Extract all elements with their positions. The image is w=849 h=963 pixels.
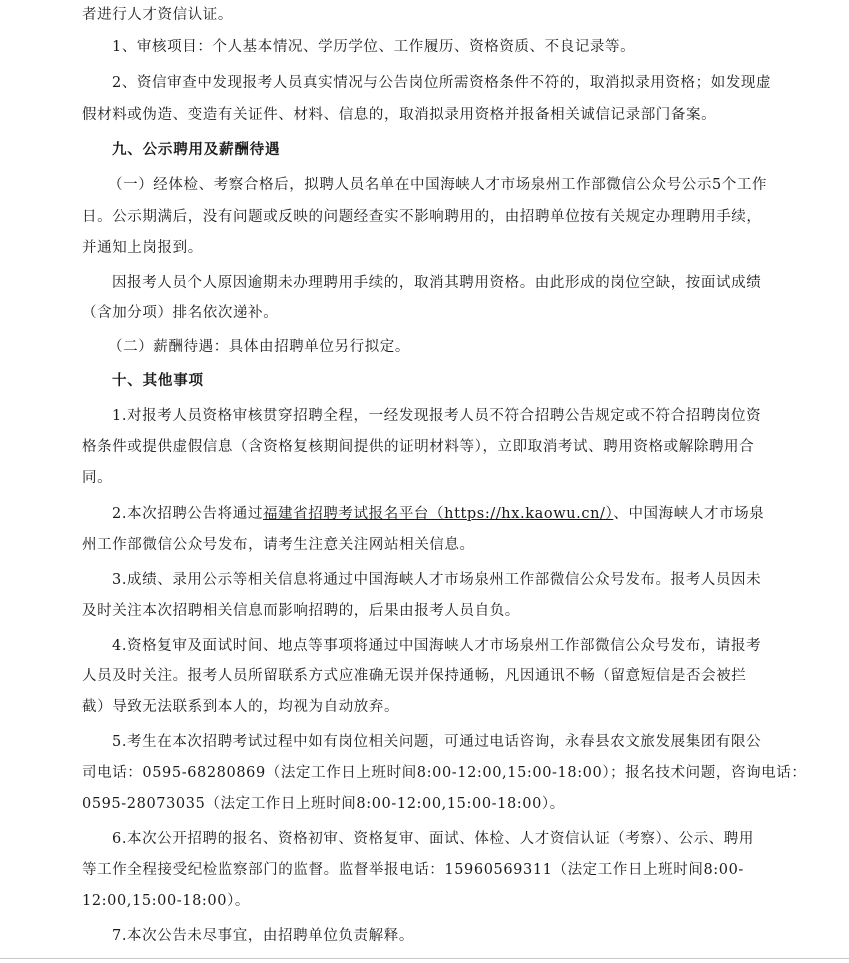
- paragraph-line: 0595-28073035（法定工作日上班时间8:00-12:00,15:00-18:00）。: [82, 796, 565, 812]
- paragraph-line: 等工作全程接受纪检监察部门的监督。监督举报电话：15960569311（法定工作日上班时间8:00-: [82, 862, 744, 878]
- paragraph-line: 同。: [82, 470, 113, 486]
- paragraph-line: 者进行人才资信认证。: [82, 7, 233, 23]
- paragraph-line: （含加分项）排名依次递补。: [82, 305, 279, 321]
- paragraph-line: 人员及时关注。报考人员所留联系方式应准确无误并保持通畅，凡因通讯不畅（留意短信是否会被拦: [82, 668, 747, 684]
- paragraph-line: 3.成绩、录用公示等相关信息将通过中国海峡人才市场泉州工作部微信公众号发布。报考人员因未: [112, 572, 762, 588]
- paragraph-line: 截）导致无法联系到本人的，均视为自动放弃。: [82, 699, 400, 715]
- paragraph-line: （一）经体检、考察合格后，拟聘人员名单在中国海峡人才市场泉州工作部微信公众号公示5个工作: [108, 177, 768, 193]
- paragraph-line: 假材料或伪造、变造有关证件、材料、信息的，取消拟录用资格并报备相关诚信记录部门备案。: [82, 107, 717, 123]
- paragraph-line: 5.考生在本次招聘考试过程中如有岗位相关问题，可通过电话咨询，永春县农文旅发展集团有限公: [112, 734, 762, 750]
- paragraph-line: 7.本次公告未尽事宜，由招聘单位负责解释。: [112, 928, 414, 944]
- paragraph-line: 1、审核项目：个人基本情况、学历学位、工作履历、资格资质、不良记录等。: [112, 39, 636, 55]
- paragraph-line: 6.本次公开招聘的报名、资格初审、资格复审、面试、体检、人才资信认证（考察）、公示、聘用: [112, 831, 754, 847]
- paragraph-line: 12:00,15:00-18:00）。: [82, 893, 251, 909]
- paragraph-line: 格条件或提供虚假信息（含资格复核期间提供的证明材料等），立即取消考试、聘用资格或解除聘用合: [82, 439, 755, 455]
- paragraph-line: （二）薪酬待遇：具体由招聘单位另行拟定。: [108, 339, 410, 355]
- paragraph-text: 2.本次招聘公告将通过: [112, 506, 263, 522]
- paragraph-text: 、中国海峡人才市场泉: [613, 506, 765, 522]
- page-divider: [0, 958, 849, 959]
- paragraph-line: [112, 504, 764, 524]
- paragraph-line: 及时关注本次招聘相关信息而影响招聘的，后果由报考人员自负。: [82, 603, 520, 619]
- section-heading-10: 十、其他事项: [112, 372, 204, 389]
- paragraph-line: 日。公示期满后，没有问题或反映的问题经查实不影响聘用的，由招聘单位按有关规定办理聘用手续，: [82, 209, 762, 225]
- paragraph-line: 因报考人员个人原因逾期未办理聘用手续的，取消其聘用资格。由此形成的岗位空缺，按面试成绩: [112, 275, 762, 291]
- paragraph-line: 1.对报考人员资格审核贯穿招聘全程，一经发现报考人员不符合招聘公告规定或不符合招聘岗位资: [112, 408, 762, 424]
- section-heading-9: 九、公示聘用及薪酬待遇: [112, 141, 281, 158]
- registration-platform-link[interactable]: 福建省招聘考试报名平台（https://hx.kaowu.cn/）: [262, 506, 614, 522]
- paragraph-line: 州工作部微信公众号发布，请考生注意关注网站相关信息。: [82, 537, 475, 553]
- paragraph-line: 2、资信审查中发现报考人员真实情况与公告岗位所需资格条件不符的，取消拟录用资格；如发现虚: [112, 75, 772, 91]
- paragraph-line: 4.资格复审及面试时间、地点等事项将通过中国海峡人才市场泉州工作部微信公众号发布，请报考: [112, 638, 762, 654]
- paragraph-line: 并通知上岗报到。: [82, 240, 203, 256]
- paragraph-line: 司电话：0595-68280869（法定工作日上班时间8:00-12:00,15:00-18:00）；报名技术问题，咨询电话：: [82, 765, 807, 781]
